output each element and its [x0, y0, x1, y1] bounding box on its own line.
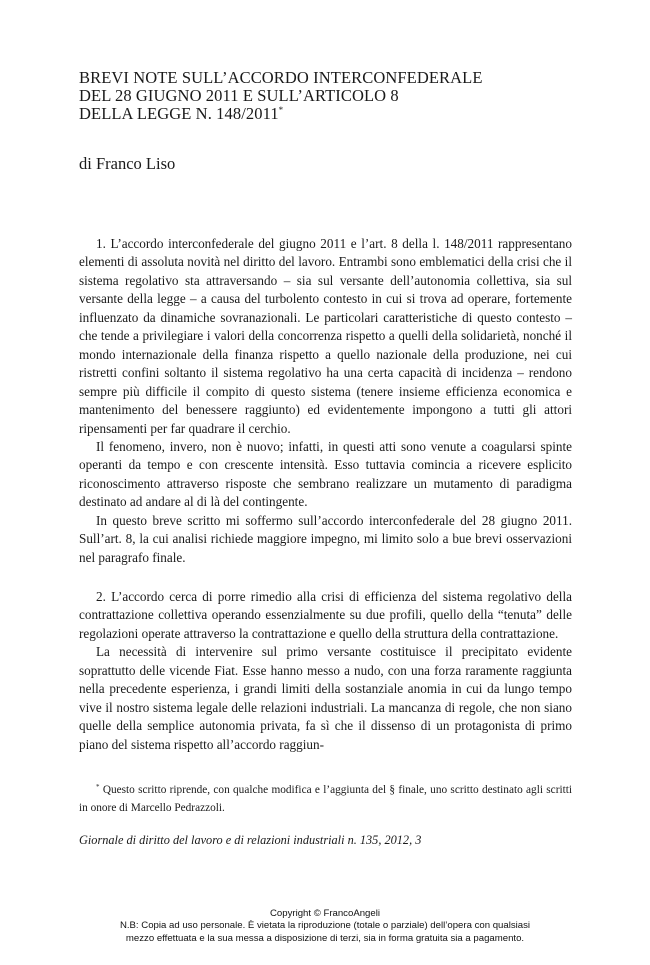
paragraph: In questo breve scritto mi soffermo sull’accordo interconfederale del 28 giugno 2011. Sull’art. 8, la cui analisi richiede maggiore impegno, mi limito solo a bue brevi osservazioni nel paragrafo finale. [79, 512, 572, 565]
section-2 [79, 588, 572, 754]
copyright-line-3: mezzo effettuata e la sua messa a disposizione di terzi, sia in forma gratuita sia a pagamento. [125, 932, 525, 944]
footnote-text: Questo scritto riprende, con qualche modifica e l’aggiunta del § finale, uno scritto destinato agli scritti in onore di Marcello Pedrazzoli. [79, 784, 573, 814]
footnote-mark: * [96, 783, 100, 791]
paragraph: 2. L’accordo cerca di porre rimedio alla crisi di efficienza del sistema regolativo della contrattazione collettiva operando essenzialmente su due profili, quello della “tenuta” delle regolazioni operate attraverso la contrattazione e quello della struttura della contrattazione. [79, 589, 572, 641]
paragraph: 1. L’accordo interconfederale del giugno 2011 e l’art. 8 della l. 148/2011 rappresentano elementi di assoluta novità nel diritto del lavoro. Entrambi sono emblematici della crisi che il sistema regolativo sta attraversando – sia sul versante dell’autonomia collettiva, sia sul versante della legge – a causa del turbolento contesto in cui si trova ad operare, fortemente influenzato da dinamiche sovranazionali. Le particolari caratteristiche di questo contesto – che tende a privilegiare i valori della concorrenza rispetto a quelli della solidarietà, nonché il mondo internazionale della finanza rispetto a quello nazionale della produzione, nei cui ristretti confini soltanto il sistema regolativo ha una certa capacità di incidenza – rendono sempre più difficile il compito di questo sistema (tenere insieme efficienza economica e mantenimento del benessere raggiunto) ed evidentemente impongono a tutti gli attori ripensamenti per far quadrare il cerchio. [79, 236, 572, 436]
section-1 [79, 235, 572, 567]
copyright-line-1: Copyright © FrancoAngeli [270, 908, 380, 919]
title-footnote-mark[interactable]: * [278, 105, 284, 115]
title-line-3-text: DELLA LEGGE N. 148/2011 [79, 104, 279, 123]
copyright-notice [0, 908, 650, 945]
footnote [79, 782, 572, 816]
paragraph: Il fenomeno, invero, non è nuovo; infatti, in questi atti sono venute a coagularsi spinte operanti da tempo e con crescente intensità. Esso tuttavia comincia a ricevere esplicito riconoscimento attraverso risposte che sembrano realizzare un mutamento di paradigma destinato ad andare al di là del contingente. [79, 438, 572, 510]
paragraph: La necessità di intervenire sul primo versante costituisce il precipitato evidente soprattutto delle vicende Fiat. Esse hanno messo a nudo, con una forza raramente raggiunta nella precedente esperienza, i grandi limiti della sostanziale anomia in cui da lungo tempo vive il nostro sistema legale delle relazioni industriali. La mancanza di regole, che non siano quelle della semplice autonomia privata, fa sì che il dissenso di un protagonista di primo piano del sistema rispetto all’accordo raggiun- [79, 644, 572, 752]
title-line-2: DEL 28 GIUGNO 2011 E SULL’ARTICOLO 8 [79, 86, 399, 105]
article-title [79, 69, 579, 125]
copyright-line-2: N.B: Copia ad uso personale. È vietata la riproduzione (totale o parziale) dell’opera con qualsiasi [119, 920, 531, 932]
author-byline: di Franco Liso [79, 154, 176, 173]
title-line-1: BREVI NOTE SULL’ACCORDO INTERCONFEDERALE [79, 68, 483, 87]
journal-reference: Giornale di diritto del lavoro e di relazioni industriali n. 135, 2012, 3 [79, 833, 422, 847]
footnote-paragraph [79, 782, 572, 816]
title-line-3 [79, 105, 579, 125]
